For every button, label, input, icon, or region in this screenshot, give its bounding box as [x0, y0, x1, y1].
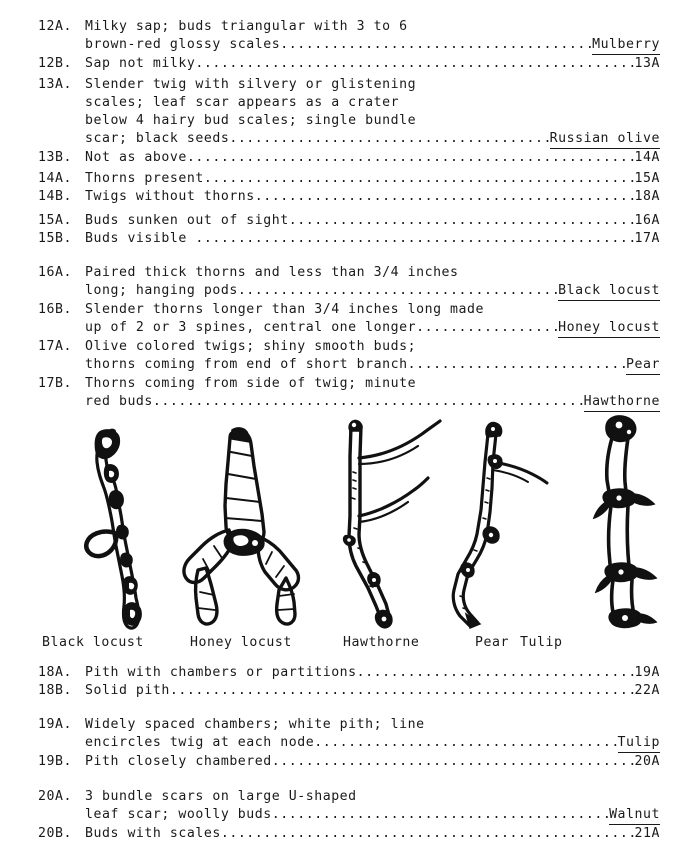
key-answer-reference: 14A — [634, 150, 660, 165]
key-lead-line — [38, 734, 660, 753]
key-lead-number: 16B. — [38, 302, 72, 317]
key-lead-text: Paired thick thorns and less than 3/4 inches — [85, 265, 459, 280]
key-lead-number: 13A. — [38, 77, 72, 92]
key-lead-line — [38, 212, 660, 230]
key-lead-continuation — [38, 716, 660, 734]
honey-locust-thorn — [176, 422, 316, 634]
key-lead-text: Twigs without thorns — [85, 189, 255, 204]
key-lead-text: long; hanging pods — [85, 283, 238, 298]
key-lead-body — [85, 664, 660, 682]
key-lead-continuation — [38, 18, 660, 36]
key-lead-text: below 4 hairy bud scales; single bundle — [85, 113, 417, 128]
dot-leader — [416, 319, 558, 337]
key-lead-line — [38, 806, 660, 825]
key-lead-line — [38, 55, 660, 73]
key-answer-species: Black locust — [558, 282, 660, 301]
dot-leader — [170, 682, 635, 700]
pear-twig — [444, 418, 554, 630]
dot-leader — [221, 825, 635, 843]
key-lead-body — [85, 356, 660, 375]
key-lead-text: 3 bundle scars on large U-shaped — [85, 789, 357, 804]
key-answer-reference: 16A — [634, 213, 660, 228]
key-answer-reference: 15A — [634, 171, 660, 186]
key-lead-body — [85, 76, 660, 94]
key-lead-body — [85, 112, 660, 130]
key-lead-number: 18B. — [38, 683, 72, 698]
dot-leader — [408, 356, 626, 374]
key-lead-line — [38, 319, 660, 338]
dot-leader — [229, 130, 549, 148]
dot-leader — [280, 36, 592, 54]
key-lead-continuation — [38, 264, 660, 282]
key-lead-number: 20A. — [38, 789, 72, 804]
dot-leader — [204, 170, 635, 188]
key-lead-line — [38, 825, 660, 843]
key-group — [38, 264, 660, 338]
key-group — [38, 18, 660, 73]
key-lead-number: 16A. — [38, 265, 72, 280]
key-group — [38, 212, 660, 248]
key-lead-body — [85, 734, 660, 753]
key-lead-continuation — [38, 338, 660, 356]
key-lead-number: 15A. — [38, 213, 72, 228]
key-lead-continuation — [38, 301, 660, 319]
key-answer-reference: 20A — [634, 754, 660, 769]
key-lead-body — [85, 264, 660, 282]
key-lead-number: 12B. — [38, 56, 72, 71]
key-lead-body — [85, 806, 660, 825]
key-lead-continuation — [38, 76, 660, 94]
key-lead-text: up of 2 or 3 spines, central one longer — [85, 320, 417, 335]
key-lead-text: leaf scar; woolly buds — [85, 807, 272, 822]
figure-caption: Tulip — [520, 635, 563, 650]
key-lead-text: Buds visible — [85, 231, 196, 246]
key-lead-line — [38, 682, 660, 700]
key-lead-body — [85, 188, 660, 206]
key-lead-body — [85, 338, 660, 356]
key-answer-reference: 18A — [634, 189, 660, 204]
key-lead-text: Widely spaced chambers; white pith; line — [85, 717, 425, 732]
key-group — [38, 76, 660, 167]
key-lead-line — [38, 170, 660, 188]
key-lead-text: Pith with chambers or partitions — [85, 665, 357, 680]
key-answer-species: Mulberry — [592, 36, 660, 55]
key-lead-text: Milky sap; buds triangular with 3 to 6 — [85, 19, 408, 34]
key-answer-species: Russian olive — [550, 130, 660, 149]
dot-leader — [255, 188, 635, 206]
dot-leader — [289, 212, 635, 230]
dot-leader — [195, 55, 634, 73]
key-lead-number: 20B. — [38, 826, 72, 841]
key-lead-text: Olive colored twigs; shiny smooth buds; — [85, 339, 417, 354]
dot-leader — [272, 753, 635, 771]
key-lead-body — [85, 301, 660, 319]
key-lead-text: Slender twig with silvery or glistening — [85, 77, 417, 92]
figure-caption: Pear — [475, 635, 509, 650]
key-lead-body — [85, 393, 660, 412]
key-lead-body — [85, 230, 660, 248]
key-lead-body — [85, 18, 660, 36]
key-lead-body — [85, 282, 660, 301]
black-locust-twig — [78, 426, 188, 634]
key-lead-body — [85, 94, 660, 112]
key-lead-number: 17B. — [38, 376, 72, 391]
key-lead-line — [38, 282, 660, 301]
key-lead-body — [85, 682, 660, 700]
key-lead-body — [85, 375, 660, 393]
key-lead-body — [85, 212, 660, 230]
key-lead-number: 13B. — [38, 150, 72, 165]
key-lead-text: red buds — [85, 394, 153, 409]
dot-leader — [314, 734, 617, 752]
key-group — [38, 338, 660, 412]
hawthorne-twig — [330, 416, 460, 631]
key-lead-line — [38, 188, 660, 206]
key-lead-line — [38, 393, 660, 412]
key-lead-text: Solid pith — [85, 683, 170, 698]
key-answer-species: Tulip — [618, 734, 660, 753]
key-answer-species: Pear — [626, 356, 660, 375]
key-lead-line — [38, 149, 660, 167]
key-lead-text: Sap not milky — [85, 56, 196, 71]
dot-leader — [187, 149, 635, 167]
key-lead-continuation — [38, 94, 660, 112]
key-lead-body — [85, 130, 660, 149]
key-lead-body — [85, 149, 660, 167]
key-group — [38, 170, 660, 206]
key-answer-species: Honey locust — [558, 319, 660, 338]
key-lead-number: 14A. — [38, 171, 72, 186]
key-lead-body — [85, 753, 660, 771]
key-lead-number: 12A. — [38, 19, 72, 34]
dot-leader — [272, 806, 609, 824]
key-lead-text: scales; leaf scar appears as a crater — [85, 95, 400, 110]
key-lead-number: 18A. — [38, 665, 72, 680]
key-lead-continuation — [38, 112, 660, 130]
key-lead-line — [38, 36, 660, 55]
key-lead-text: scar; black seeds — [85, 131, 230, 146]
key-lead-body — [85, 319, 660, 338]
key-lead-number: 19B. — [38, 754, 72, 769]
key-answer-reference: 17A — [634, 231, 660, 246]
key-answer-species: Walnut — [609, 806, 660, 825]
key-answer-reference: 22A — [634, 683, 660, 698]
key-answer-reference: 21A — [634, 826, 660, 841]
tulip-twig — [576, 414, 686, 632]
key-lead-body — [85, 36, 660, 55]
key-lead-text: Buds with scales — [85, 826, 221, 841]
key-lead-text: Slender thorns longer than 3/4 inches long made — [85, 302, 485, 317]
key-group — [38, 664, 660, 700]
dot-leader — [357, 664, 635, 682]
key-lead-number: 14B. — [38, 189, 72, 204]
key-lead-number: 19A. — [38, 717, 72, 732]
dot-leader — [153, 393, 584, 411]
key-lead-text: Not as above — [85, 150, 187, 165]
key-lead-line — [38, 753, 660, 771]
key-answer-species: Hawthorne — [584, 393, 660, 412]
key-lead-text: brown-red glossy scales — [85, 37, 281, 52]
key-lead-line — [38, 356, 660, 375]
key-lead-line — [38, 230, 660, 248]
key-lead-text: Pith closely chambered — [85, 754, 272, 769]
key-lead-continuation — [38, 788, 660, 806]
key-lead-text: Thorns coming from side of twig; minute — [85, 376, 417, 391]
key-group — [38, 788, 660, 843]
key-lead-text: Buds sunken out of sight — [85, 213, 289, 228]
key-lead-body — [85, 788, 660, 806]
key-group — [38, 716, 660, 771]
key-lead-text: thorns coming from end of short branch — [85, 357, 408, 372]
key-lead-line — [38, 130, 660, 149]
key-lead-body — [85, 170, 660, 188]
key-lead-number: 15B. — [38, 231, 72, 246]
key-lead-number: 17A. — [38, 339, 72, 354]
twig-illustration-figure — [0, 414, 693, 636]
key-lead-body — [85, 825, 660, 843]
key-lead-body — [85, 716, 660, 734]
figure-caption: Honey locust — [190, 635, 292, 650]
key-answer-reference: 13A — [634, 56, 660, 71]
figure-caption: Hawthorne — [343, 635, 420, 650]
figure-caption-row — [0, 634, 693, 654]
figure-caption: Black locust — [42, 635, 144, 650]
key-lead-continuation — [38, 375, 660, 393]
dot-leader — [195, 230, 634, 248]
key-lead-line — [38, 664, 660, 682]
dot-leader — [238, 282, 558, 300]
key-lead-text: Thorns present — [85, 171, 204, 186]
key-lead-body — [85, 55, 660, 73]
key-answer-reference: 19A — [634, 665, 660, 680]
key-lead-text: encircles twig at each node — [85, 735, 315, 750]
